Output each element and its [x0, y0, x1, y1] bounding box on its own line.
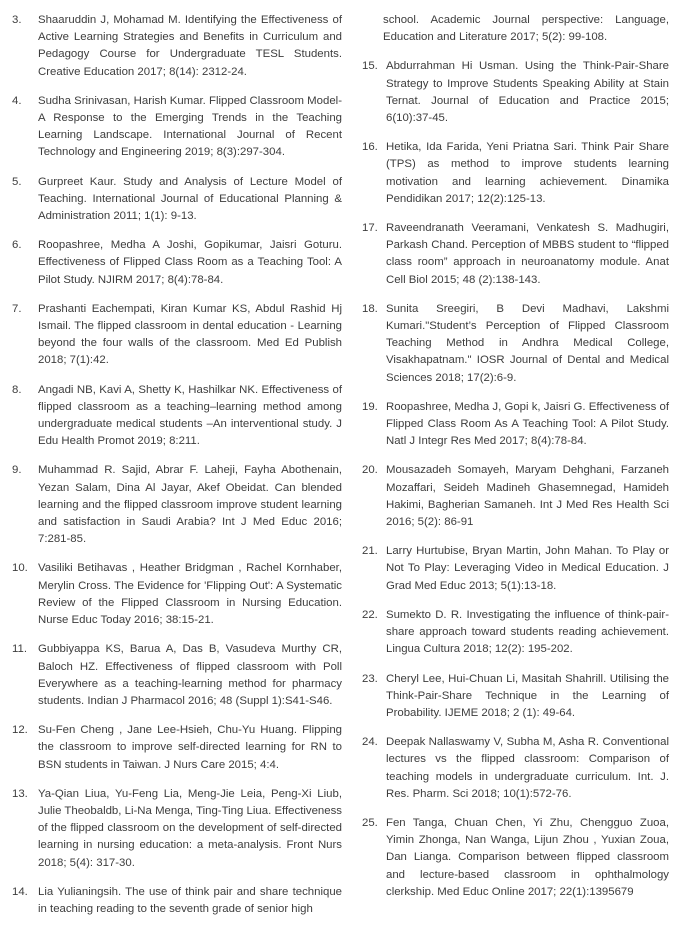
reference-item: [12, 237, 342, 289]
reference-text: Sumekto D. R. Investigating the influence of think-pair-share approach toward students reading achievement. Lingua Cultura 2018; 12(2): 195-202.: [386, 608, 669, 656]
reference-text: Abdurrahman Hi Usman. Using the Think-Pair-Share Strategy to Improve Students Speaking Ability at Stain Ternat. Journal of Education and Practice 2015; 6(10):37-45.: [386, 60, 669, 125]
reference-item: [362, 607, 669, 659]
reference-text: Su-Fen Cheng , Jane Lee-Hsieh, Chu-Yu Huang. Flipping the classroom to improve self-directed learning for RN to BSN students in Taiwan. J Nurs Care 2015; 4:4.: [38, 724, 342, 771]
reference-number: 8.: [12, 383, 22, 396]
reference-item: [12, 560, 342, 629]
reference-number: 23.: [362, 672, 378, 685]
reference-number: 10.: [12, 562, 28, 575]
reference-text: school. Academic Journal perspective: Language, Education and Literature 2017; 5(2): 99-108.: [383, 14, 669, 44]
reference-item: [12, 301, 342, 370]
reference-number: 25.: [362, 816, 378, 829]
reference-text: Gurpreet Kaur. Study and Analysis of Lecture Model of Teaching. International Journal of Educational Planning & Administration 2011; 1(1): 9-13.: [38, 175, 342, 223]
right-column: [362, 12, 669, 913]
reference-continuation: [383, 12, 669, 46]
reference-number: 3.: [12, 14, 22, 26]
reference-item: [362, 139, 669, 208]
reference-text: Larry Hurtubise, Bryan Martin, John Mahan. To Play or Not To Play: Leveraging Video in Medical Education. J Grad Med Educ 2013; 5(1):13-18.: [386, 545, 669, 592]
reference-number: 21.: [362, 545, 378, 558]
reference-item: [362, 734, 669, 803]
reference-number: 7.: [12, 302, 22, 315]
reference-item: [362, 399, 669, 451]
reference-item: [12, 93, 342, 162]
reference-item: [362, 462, 669, 531]
reference-item: [362, 815, 669, 901]
reference-number: 6.: [12, 239, 22, 252]
reference-item: [362, 543, 669, 595]
reference-item: [12, 12, 342, 81]
reference-item: [12, 641, 342, 710]
reference-number: 14.: [12, 885, 28, 898]
reference-text: Sunita Sreegiri, B Devi Madhavi, Lakshmi Kumari."Student’s Perception of Flipped Classroom Teaching Method in Andhra Medical College, Visakhapatnam." IOSR Journal of Dental and Medical Sciences 2018; 17(2):6-9.: [386, 302, 669, 384]
reference-text: Lia Yulianingsih. The use of think pair and share technique in teaching reading to the seventh grade of senior high: [38, 885, 342, 915]
reference-number: 22.: [362, 608, 378, 621]
reference-item: [12, 884, 342, 918]
reference-text: Ya-Qian Liua, Yu-Feng Lia, Meng-Jie Leia, Peng-Xi Liub, Julie Theobaldb, Li-Na Menga, Ting-Ting Liua. Effectiveness of the flipped classroom on the development of self-directed learning in nursing education: a meta-analysis. Front Nurs 2018; 5(4): 317-30.: [38, 787, 342, 869]
left-column: [12, 12, 342, 930]
reference-number: 20.: [362, 464, 378, 477]
reference-text: Roopashree, Medha J, Gopi k, Jaisri G. Effectiveness of Flipped Class Room As A Teaching Tool: A Pilot Study. Natl J Integr Res Med 2017; 8(4):78-84.: [386, 400, 669, 448]
reference-number: 4.: [12, 94, 22, 107]
reference-item: [12, 722, 342, 774]
reference-number: 9.: [12, 464, 22, 477]
reference-text: Muhammad R. Sajid, Abrar F. Laheji, Fayha Abothenain, Yezan Salam, Dina Al Jayar, Akef Obeidat. Can blended learning and the flipped classroom improve student learning and satisfaction in Saudi Arabia? Int J Med Educ 2016; 7:281-85.: [38, 464, 342, 546]
reference-text: Raveendranath Veeramani, Venkatesh S. Madhugiri, Parkash Chand. Perception of MBBS student to “flipped class room” approach in neuroanatomy module. Anat Cell Biol 2015; 48 (2):138-143.: [386, 222, 669, 286]
reference-number: 5.: [12, 175, 22, 188]
reference-text: Sudha Srinivasan, Harish Kumar. Flipped Classroom Model-A Response to the Emerging Trends in the Teaching Learning Landscape. International Journal of Recent Technology and Engineering 2019; 8(3):297-304.: [38, 94, 342, 159]
reference-number: 19.: [362, 400, 378, 413]
reference-text: Deepak Nallaswamy V, Subha M, Asha R. Conventional lectures vs the flipped classroom: Comparison of teaching models in undergraduate curriculum. Int. J. Res. Pharm. Sci 2018; 10(1):572-76.: [386, 736, 669, 800]
reference-number: 13.: [12, 787, 28, 800]
reference-number: 16.: [362, 141, 378, 154]
reference-item: [12, 174, 342, 226]
reference-number: 17.: [362, 222, 378, 235]
reference-text: Hetika, Ida Farida, Yeni Priatna Sari. Think Pair Share (TPS) as method to improve students learning motivation and learning achievement. Dinamika Pendidikan 2017; 12(2):125-13.: [386, 141, 669, 205]
reference-text: Cheryl Lee, Hui-Chuan Li, Masitah Shahrill. Utilising the Think-Pair-Share Technique in the Learning of Probability. IJEME 2018; 2 (1): 49-64.: [386, 672, 669, 719]
reference-text: Shaaruddin J, Mohamad M. Identifying the Effectiveness of Active Learning Strategies and Benefits in Curriculum and Pedagogy Course for Undergraduate TESL Students. Creative Education 2017; 8(14): 2312-24.: [38, 14, 342, 78]
reference-text: Gubbiyappa KS, Barua A, Das B, Vasudeva Murthy CR, Baloch HZ. Effectiveness of flipped classroom with Poll Everywhere as a teaching-learning method for pharmacy students. Indian J Pharmacol 2016; 48 (Suppl 1):S41-S46.: [38, 643, 342, 707]
reference-number: 12.: [12, 724, 28, 737]
reference-item: [362, 301, 669, 387]
reference-number: 11.: [12, 643, 27, 656]
reference-text: Angadi NB, Kavi A, Shetty K, Hashilkar NK. Effectiveness of flipped classroom as a teaching–learning method among undergraduate medical students –An interventional study. J Edu Health Promot 2019; 8:211.: [38, 383, 342, 448]
reference-text: Mousazadeh Somayeh, Maryam Dehghani, Farzaneh Mozaffari, Seideh Madineh Ghasemnegad, Hamideh Hakimi, Bagherian Samaneh. Int J Med Res Health Sci 2016; 5(2): 86-91: [386, 464, 669, 529]
reference-text: Prashanti Eachempati, Kiran Kumar KS, Abdul Rashid Hj Ismail. The flipped classroom in dental education - Learning beyond the four walls of the classroom. Med Ed Publish 2018; 7(1):42.: [38, 302, 342, 367]
reference-text: Fen Tanga, Chuan Chen, Yi Zhu, Chengguo Zuoa, Yimin Zhonga, Nan Wanga, Lijun Zhou , Yuxian Zoua, Dan Lianga. Comparison between flipped classroom and lecture-based classroom in ophthalmology clerkship. Med Educ Online 2017; 22(1):1395679: [386, 816, 669, 898]
reference-item: [362, 220, 669, 289]
reference-number: 18.: [362, 302, 378, 315]
reference-number: 24.: [362, 736, 378, 749]
reference-item: [362, 58, 669, 127]
reference-item: [12, 382, 342, 451]
reference-item: [12, 786, 342, 872]
reference-item: [12, 462, 342, 548]
reference-text: Vasiliki Betihavas , Heather Bridgman , Rachel Kornhaber, Merylin Cross. The Evidence for 'Flipping Out': A Systematic Review of the Flipped Classroom in Nursing Education. Nurse Educ Today 2016; 38:15-21.: [38, 562, 342, 627]
reference-text: Roopashree, Medha A Joshi, Gopikumar, Jaisri Goturu. Effectiveness of Flipped Class Room as a Teaching Tool: A Pilot Study. NJIRM 2017; 8(4):78-84.: [38, 239, 342, 286]
reference-number: 15.: [362, 60, 378, 73]
reference-item: [362, 671, 669, 723]
